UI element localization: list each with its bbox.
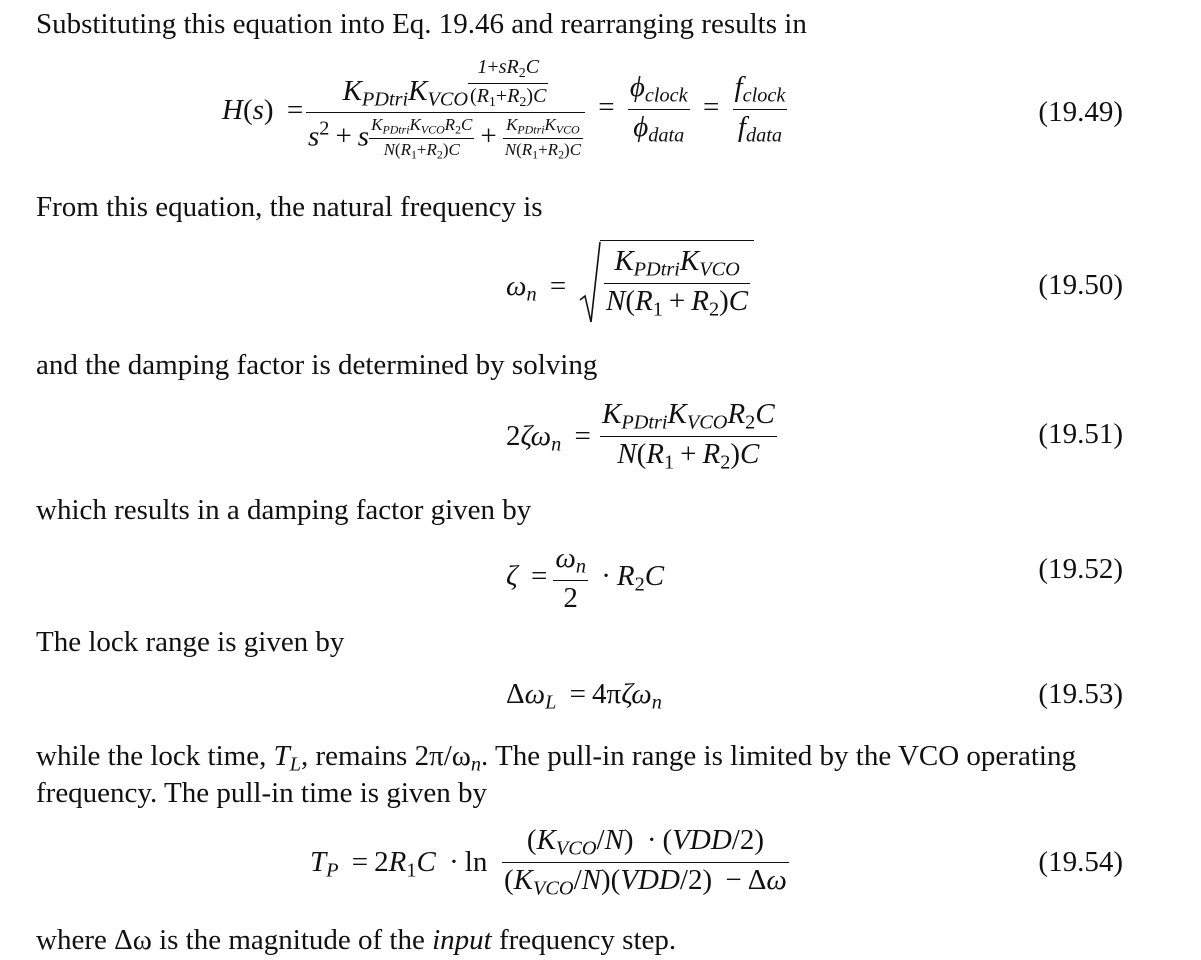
eq50-sqrt: $\frac{K_{PDtri}K_{VCO}}{N(R1 + R2)C}$ bbox=[578, 240, 754, 321]
eq49-main-fraction: $K_{PDtri}K_{VCO}$ $\frac{1+sR2C}{(R1+R2)C}$ $s^2 + s$ $\frac{K_{PDtri}K_{VCO}R2C}{N(R1+R2)C}$ + $\frac{K_{PDtri}K_{VCO}}{N(R1+R2)C}$ = $\frac{\phi_{clock}}{\phi_{data}}$ = $\frac{f_{clock}}{f_{data}}$ bbox=[308, 56, 786, 162]
eq50-lhs: $\omega_n$ = bbox=[506, 270, 567, 306]
p7-text-2: frequency step. bbox=[491, 924, 677, 956]
paragraph-damping-given: which results in a damping factor given by bbox=[36, 494, 532, 526]
paragraph-natural-frequency: From this equation, the natural frequency is bbox=[36, 191, 543, 223]
eq53-number: (19.53) bbox=[1038, 678, 1123, 710]
eq51-number: (19.51) bbox=[1038, 418, 1123, 450]
eq52-number: (19.52) bbox=[1038, 553, 1123, 585]
eq51-rhs: $\frac{K_{PDtri}K_{VCO}R2C}{N(R1 + R2)C}$ bbox=[602, 398, 775, 474]
paragraph-damping-solve: and the damping factor is determined by solving bbox=[36, 349, 598, 381]
eq50-number: (19.50) bbox=[1038, 269, 1123, 301]
eq53-expr: $\Delta\omega_L = 4\pi\zeta\omega_n$ bbox=[506, 678, 662, 714]
paragraph-where bbox=[36, 922, 676, 959]
p6-text-3: . The pull-in range is limited by the VCO operating bbox=[481, 740, 1076, 772]
eq52-expr: ζ = $\frac{\omega_n}{2}$ · R2C bbox=[506, 542, 665, 614]
p6-n: n bbox=[470, 753, 481, 776]
eq54-number: (19.54) bbox=[1038, 846, 1123, 878]
equation-19-50 bbox=[0, 240, 1201, 360]
p6-text-2: , remains 2π/ω bbox=[301, 740, 471, 772]
p6-L: L bbox=[289, 753, 302, 776]
p7-input: input bbox=[432, 924, 492, 956]
p6-text-1: while the lock time, bbox=[36, 740, 274, 772]
eq51-lhs: $2\zeta\omega_n$ = bbox=[506, 420, 591, 456]
eq54-fraction: $\frac{(K_{VCO}/N) \cdot (VDD/2)}{(K_{VCO}/N)(VDD/2) - \Delta\omega}$ bbox=[504, 824, 787, 900]
p7-text-1: where Δω is the magnitude of the bbox=[36, 924, 433, 956]
eq54-lhs: $T_P = 2R1C \cdot \ln$ bbox=[310, 846, 488, 882]
equation-19-49 bbox=[0, 56, 1201, 176]
p6-T: T bbox=[273, 740, 290, 772]
eq49-number: (19.49) bbox=[1038, 96, 1123, 128]
paragraph-pull-in: frequency. The pull-in time is given by bbox=[36, 777, 488, 809]
paragraph-intro: Substituting this equation into Eq. 19.46 and rearranging results in bbox=[36, 8, 807, 40]
paragraph-lock-range: The lock range is given by bbox=[36, 626, 345, 658]
eq49-lhs: H(s) = bbox=[222, 94, 304, 126]
